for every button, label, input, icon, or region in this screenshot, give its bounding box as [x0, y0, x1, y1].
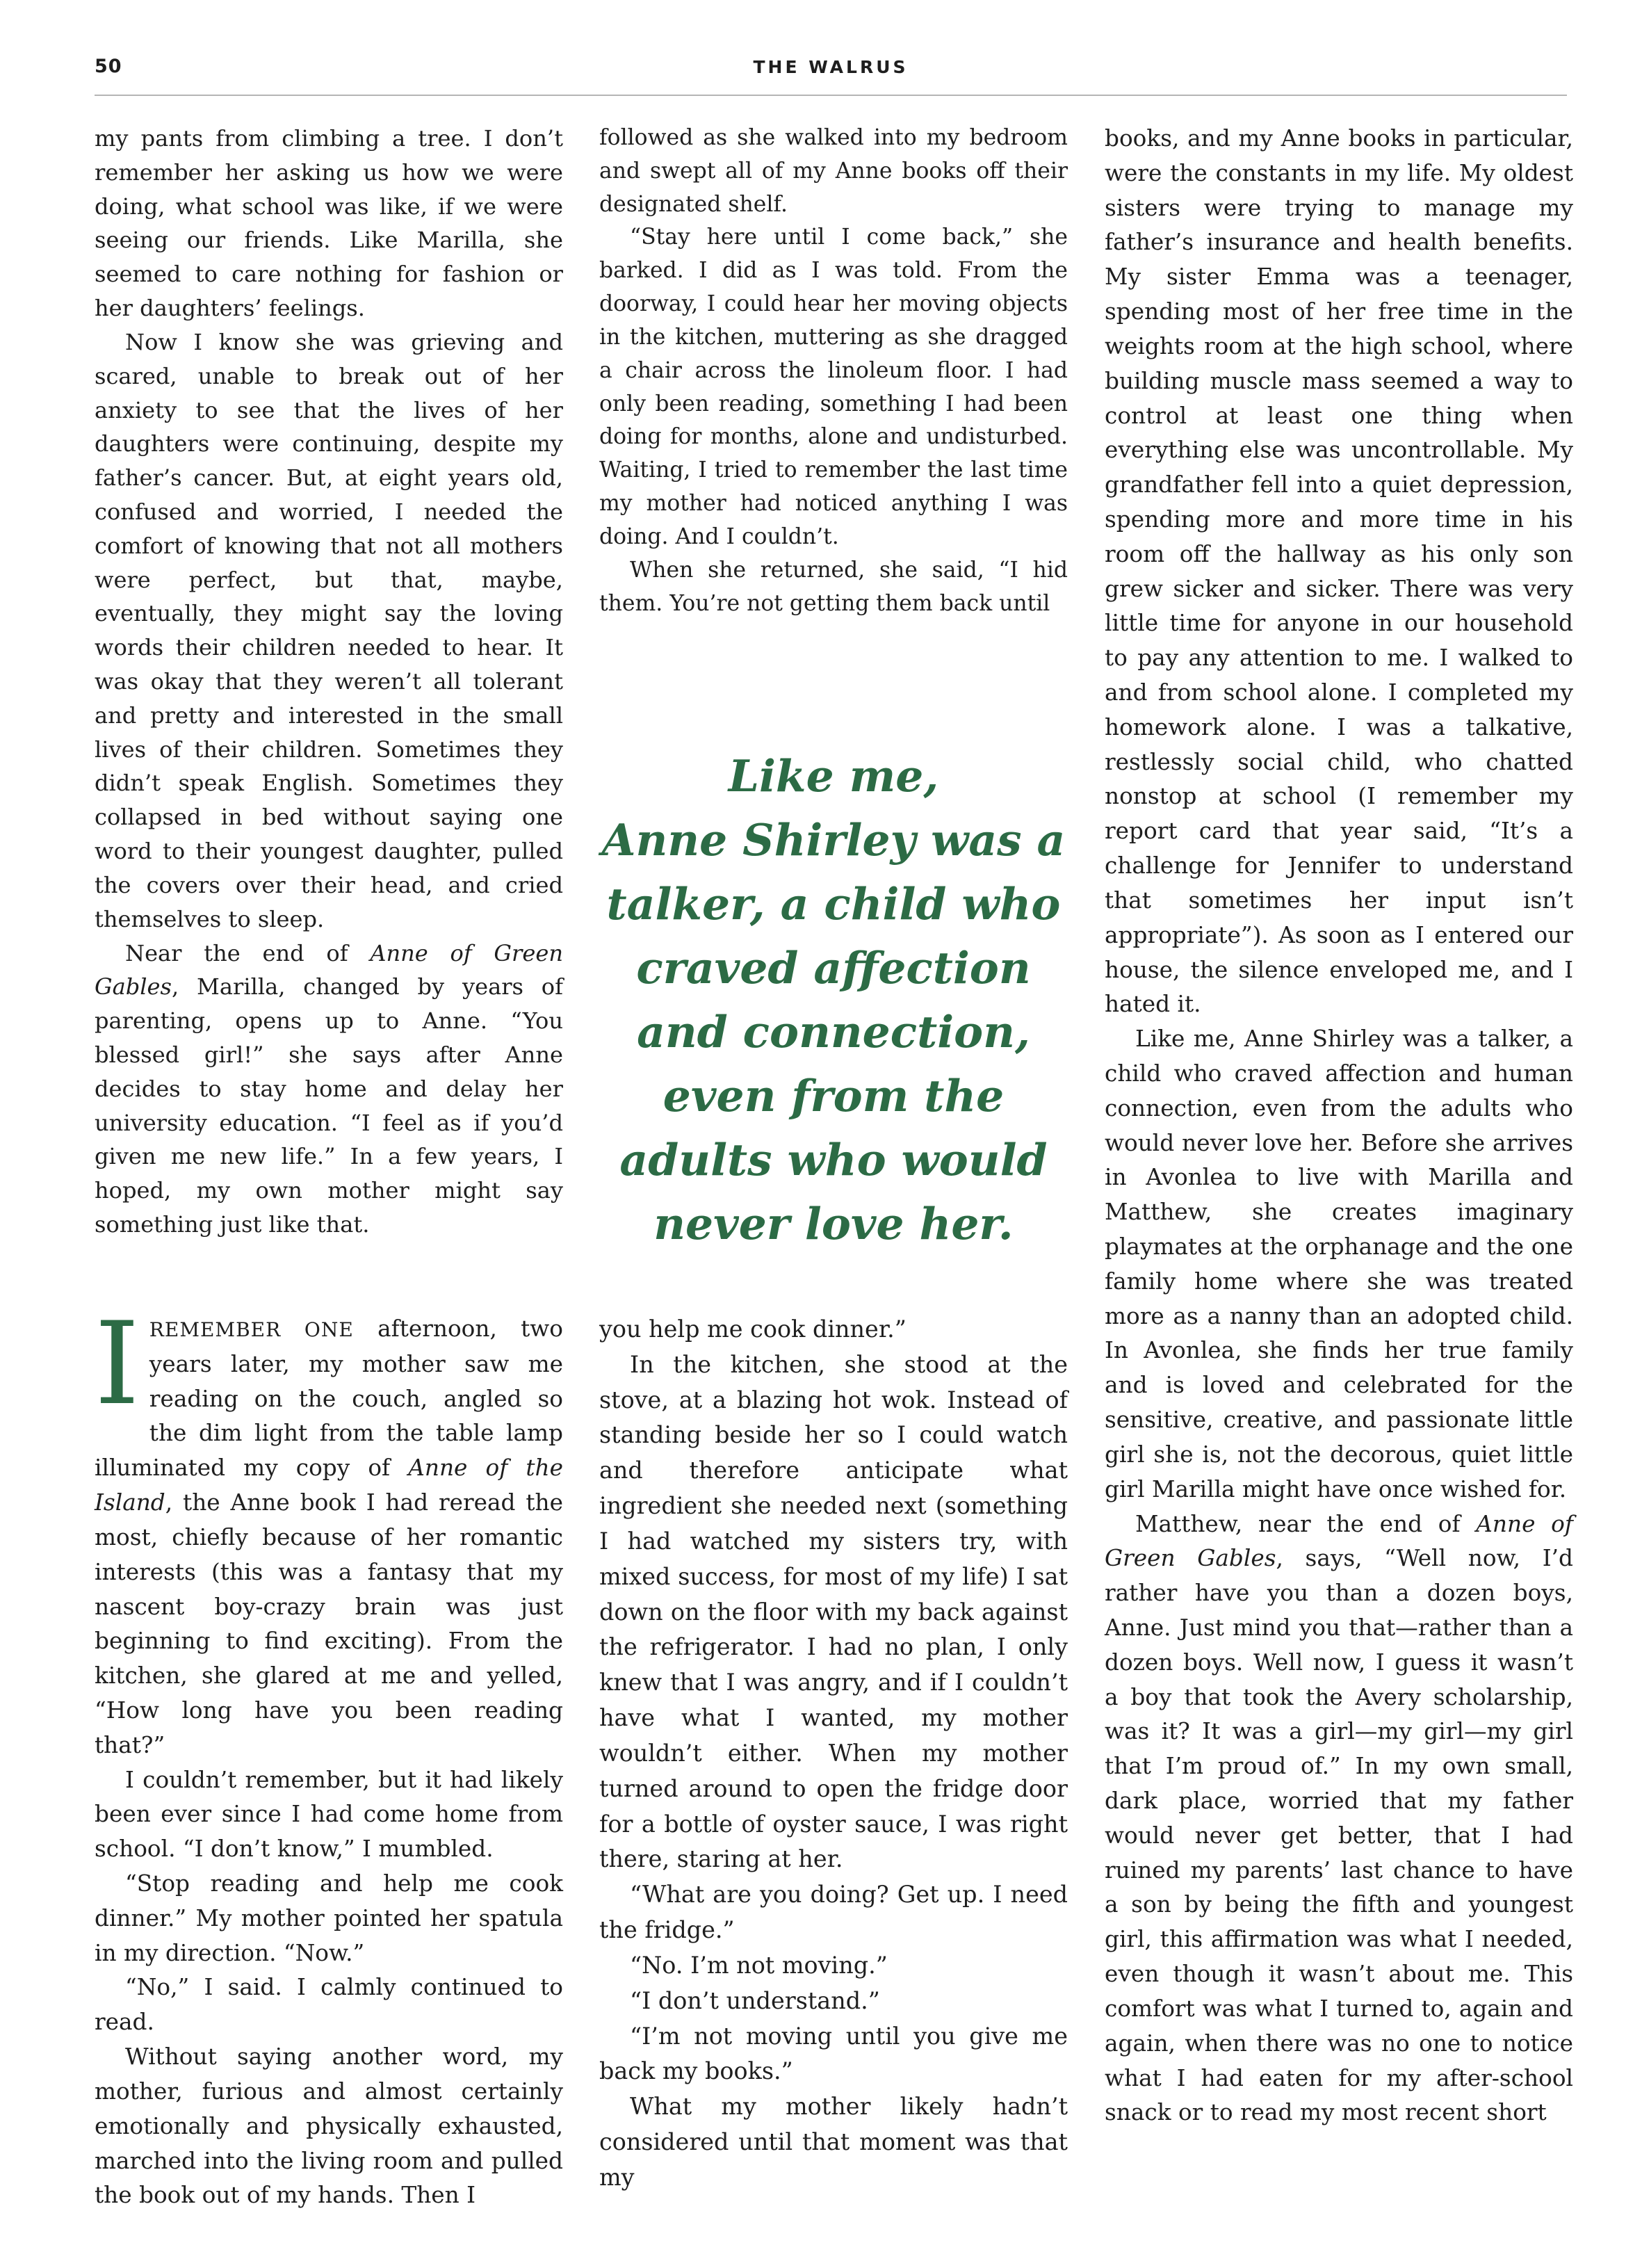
pull-quote-line: craved affection: [636, 942, 1031, 994]
column-3: [1105, 122, 1573, 2130]
text-run: , Marilla, changed by years of parenting, opens up to Anne. “You blessed girl!” she says after Anne decides to stay home and delay her university education. “I feel as if you’d given me new life.” In a few years, I hoped, my own mother might say something just like that.: [95, 973, 563, 1238]
drop-cap: I: [95, 1297, 140, 1430]
paragraph: “Stop reading and help me cook dinner.” My mother pointed her spatula in my direction. “Now.”: [95, 1870, 563, 1966]
paragraph: Now I know she was grieving and scared, unable to break out of her anxiety to see that the lives of her daughters were continuing, despite my father’s cancer. But, at eight years old, confused and worried, I needed the comfort of knowing that not all mothers were perfect, but that, maybe, eventually, they might say the loving words their children needed to hear. It was okay that they weren’t all tolerant and pretty and interested in the small lives of their children. Sometimes they didn’t speak English. Sometimes they collapsed in bed without saying one word to their youngest daughter, pulled the covers over their head, and cried themselves to sleep.: [95, 328, 563, 932]
lead-in: REMEMBER ONE: [149, 1318, 354, 1341]
paragraph: “I’m not moving until you give me back my books.”: [599, 2022, 1068, 2085]
text-run: afternoon, two years later, my mother saw me reading on the couch, angled so the dim light from the table lamp illuminated my copy of: [95, 1315, 564, 1482]
paragraph: “I don’t understand.”: [630, 1986, 880, 2014]
paragraph: [1105, 1507, 1573, 2131]
book-title: Anne of the Island: [95, 1455, 563, 1516]
paragraph: When she returned, she said, “I hid them. You’re not getting them back until: [599, 557, 1068, 616]
pull-quote-line: Like me,: [728, 750, 939, 802]
magazine-title: THE WALRUS: [753, 57, 909, 77]
pull-quote-line: even from the: [663, 1070, 1005, 1121]
pull-quote-line: adults who would: [619, 1134, 1048, 1185]
paragraph: my pants from climbing a tree. I don’t remember her asking us how we were doing, what school was like, if we were seeing our friends. Like Marilla, she seemed to care nothing for fashion or her daughters’ feelings.: [95, 125, 563, 322]
paragraph: What my mother likely hadn’t considered until that moment was that my: [599, 2093, 1068, 2191]
pull-quote-line: Anne Shirley was a: [601, 814, 1066, 866]
paragraph: you help me cook dinner.”: [599, 1315, 907, 1343]
section-opening-paragraph: [95, 1297, 564, 1763]
paragraph: Without saying another word, my mother, furious and almost certainly emotionally and physically exhausted, marched into the living room and pulled the book out of my hands. Then I: [95, 2043, 563, 2209]
column-1-top: [95, 122, 563, 1242]
column-1-bottom: [95, 1297, 564, 2213]
text-run: Near the end of: [125, 939, 371, 966]
pull-quote-line: and connection,: [637, 1006, 1030, 1058]
pull-quote-line: never love her.: [653, 1198, 1014, 1249]
book-title: Anne of Green Gables: [1105, 1510, 1573, 1572]
pull-quote: [599, 744, 1068, 1256]
paragraph: “No,” I said. I calmly continued to read.: [95, 1974, 563, 2036]
paragraph: Like me, Anne Shirley was a talker, a child who craved affection and human connection, even from the adults who would never love her. Before she arrives in Avonlea to live with Marilla and Matthew, she creates imaginary playmates at the orphanage and the one family home where she was treated more as a nanny than an adopted child. In Avonlea, she finds her true family and is loved and celebrated for the sensitive, creative, and passionate little girl she is, not the decorous, quiet little girl Marilla might have once wished for.: [1105, 1026, 1573, 1502]
paragraph: “What are you doing? Get up. I need the fridge.”: [599, 1881, 1068, 1944]
paragraph: “Stay here until I come back,” she barked. I did as I was told. From the doorway, I could hear her moving objects in the kitchen, muttering as she dragged a chair across the linoleum floor. I had only been reading, something I had been doing for months, alone and undisturbed. Waiting, I tried to remember the last time my mother had noticed anything I was doing. And I couldn’t.: [599, 225, 1068, 549]
text-run: Matthew, near the end of: [1135, 1510, 1477, 1537]
paragraph: I couldn’t remember, but it had likely been ever since I had come home from school. “I don’t know,” I mumbled.: [95, 1766, 563, 1863]
column-2-top: [599, 122, 1068, 620]
paragraph: [95, 937, 563, 1242]
paragraph: books, and my Anne books in particular, were the constants in my life. My oldest sisters were trying to manage my father’s insurance and health benefits. My sister Emma was a teenager, spending most of her free time in the weights room at the high school, where building muscle mass seemed a way to control at least one thing when everything else was uncontrollable. My grandfather fell into a quiet depression, spending more and more time in his room off the hallway as his only son grew sicker and sicker. There was very little time for anyone in our household to pay any attention to me. I walked to and from school alone. I completed my homework alone. I was a talkative, restlessly social child, who chatted nonstop at school (I remember my report card that year said, “It’s a challenge for Jennifer to understand that sometimes her input isn’t appropriate”). As soon as I entered our house, the silence enveloped me, and I hated it.: [1105, 125, 1573, 1018]
paragraph: “No. I’m not moving.”: [630, 1951, 888, 1979]
paragraph: In the kitchen, she stood at the stove, at a blazing hot wok. Instead of standing beside her so I could watch and therefore anticipate what ingredient she needed next (something I had watched my sisters try, with mixed success, for most of my life) I sat down on the floor with my back against the refrigerator. I had no plan, I only knew that I was angry, and if I couldn’t have what I wanted, my mother wouldn’t either. When my mother turned around to open the fridge door for a bottle of oyster sauce, I was right there, staring at her.: [599, 1350, 1068, 1873]
book-title: Anne of Green Gables: [95, 939, 563, 1001]
text-run: , the Anne book I had reread the most, chiefly because of her romantic interests (this was a fantasy that my nascent boy-crazy brain was just beginning to find exciting). From the kitchen, she glared at me and yelled, “How long have you been reading that?”: [95, 1489, 563, 1758]
page-header: [95, 51, 1567, 96]
column-2-bottom: [599, 1312, 1068, 2196]
paragraph: followed as she walked into my bedroom and swept all of my Anne books off their designated shelf.: [599, 125, 1068, 217]
pull-quote-line: talker, a child who: [606, 878, 1061, 930]
page-number: 50: [95, 56, 122, 77]
text-run: , says, “Well now, I’d rather have you than a dozen boys, Anne. Just mind you that—rather than a dozen boys. Well now, I guess it wasn’t a boy that took the Avery scholarship, was it? It was a girl—my girl—my girl that I’m proud of.” In my own small, dark place, worried that my father would never get better, that I had ruined my parents’ last chance to have a son by being the fifth and youngest girl, this affirmation was what I needed, even though it wasn’t about me. This comfort was what I turned to, again and again, when there was no one to notice what I had eaten for my after-school snack or to read my most recent short: [1105, 1545, 1573, 2126]
